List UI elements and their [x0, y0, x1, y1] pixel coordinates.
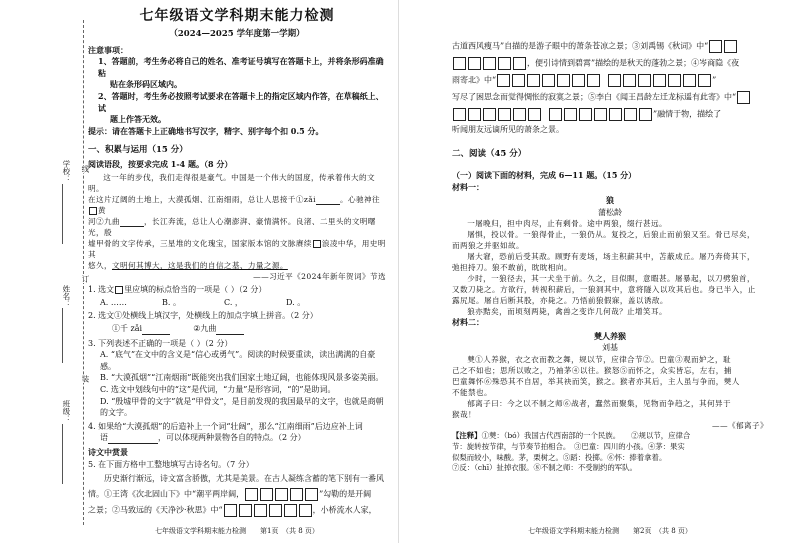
q1-options [88, 297, 386, 309]
blank-line [108, 434, 158, 444]
material-1-author: 蒲松龄 [598, 207, 622, 217]
answer-box [245, 488, 258, 501]
answer-box [587, 74, 600, 87]
passage-line-2a: 在这片辽阔的土地上，大漠孤烟、江南细雨，总让人思接千 [88, 195, 296, 205]
passage-line-1: 这一年的步伐，我们走得很是豪气。中国是一个伟大的国度，传承着伟大的文明。 [88, 173, 375, 194]
answer-box [683, 74, 696, 87]
class-label: 班级： [61, 400, 71, 423]
q5-p2a: 情。①王湾《次北固山下》中“潮平两岸阔， [88, 489, 245, 499]
note-1b: 贴在条形码区域内。 [110, 79, 182, 90]
answer-box [275, 488, 288, 501]
q2-b: ②九曲 [193, 324, 217, 334]
answer-box [269, 504, 282, 517]
q3-option-b: B. “大漠孤烟”“江南烟雨”既能突出我们国家土地辽阔，也能体现风景多姿美丽。 [100, 373, 384, 383]
blank-line [316, 195, 340, 205]
answer-box [254, 504, 267, 517]
notes-label: 【注释】 [452, 431, 482, 441]
m2-source: ——《郁离子》 [712, 421, 768, 431]
q3-option-c: C. 选文中划线句中的“这”是代词，“力量”是形容词，“的”是助词。 [100, 385, 336, 395]
binding-mark-zhuang: 装 [80, 375, 90, 383]
answer-box [639, 108, 652, 121]
material-1-label: 材料一： [452, 181, 484, 192]
note-1a: 1、答题前，考生务必将自己的姓名、准考证号填写在答题卡上，并将条形码准确粘 [98, 56, 384, 78]
material-2-author: 刘基 [602, 343, 618, 353]
q1-text-a: 1. 选文 [88, 285, 115, 295]
name-line [62, 308, 63, 363]
punct-box [313, 240, 321, 248]
passage-line-4a: 墟甲骨的文字传承，三星堆的文化瑰宝，国家版本馆的文脉赓续 [88, 239, 312, 249]
m2-line: 不能禁也。 [452, 388, 492, 398]
question-4c: ，可以体现两种景物各自的特点。（2 分） [158, 433, 306, 443]
q3-option-d2: 的文字。 [100, 408, 132, 418]
answer-box [549, 108, 562, 121]
answer-box [542, 74, 555, 87]
m1-line: 狼亦黠矣，而顷刻两毙，禽兽之变诈几何哉？止增笑耳。 [467, 307, 668, 317]
m1-line: 露尻尾。屠自后断其股，亦毙之。乃悟前狼假寐，盖以诱敌。 [452, 296, 668, 306]
q3-option-a: A. “底气”在文中的含义是“信心或勇气”。阅读的时候要重读，读出满满的自豪感。 [100, 350, 376, 371]
annotation-notes [452, 431, 768, 474]
m2-line: 己之不如也；思所以败之，乃袖茅④以往。猴怒⑤而怀之，众实皆忘，左右，捕 [452, 366, 732, 376]
passage-underlined: 文明何其博大，这是我们的自信之基、力量之源。 [111, 261, 288, 271]
answer-box [497, 74, 510, 87]
answer-box [453, 108, 466, 121]
passage-line-5a: 悠久， [88, 261, 112, 271]
answer-box [468, 108, 481, 121]
q1-option-d: D. 。 [286, 297, 306, 307]
m2-line: 巴童舞怀⑥殊恐其不自居，举其袂而笑，猴之。猴者亦其后，主人虽与争而， [452, 377, 724, 387]
r-line-1 [452, 40, 768, 53]
answer-box [468, 57, 481, 70]
m2-line: 郁离子曰：今之以不制之师⑥战者，蠢然而聚集，见物而争趋之，其何异于 [467, 399, 731, 409]
material-1-title: 狼 [606, 195, 614, 206]
note-line: 节：旋转按节律，与节奏节拍相合。 ③巴童：四川的小孩。④茅：果实 [452, 441, 685, 451]
r3-close: ” [712, 75, 717, 85]
r-line-3 [452, 74, 768, 87]
school-line [62, 184, 63, 244]
answer-box [594, 108, 607, 121]
m1-line: 一屠晚归，担中肉尽，止有剩骨。途中两狼，缀行甚远。 [467, 219, 668, 229]
section-1-heading: 一、积累与运用（15 分） [88, 145, 188, 156]
r5-text: ”融情于物，描绘了 [653, 109, 722, 119]
r3-text: 雨寄北》中“ [452, 75, 497, 85]
m2-line: 僰人 [723, 377, 740, 387]
note-2b: 题上作答无效。 [110, 114, 166, 125]
passage-line-3b: ，长江奔流，总让人心潮澎湃、豪情满怀。良渚、二里头的文明曙光，殷 [88, 217, 376, 238]
r-line-5 [452, 108, 768, 121]
question-5: 5. 在下面方格中工整地填写古诗名句。（7 分） [88, 459, 254, 469]
answer-box [698, 74, 711, 87]
answer-box [513, 57, 526, 70]
poem-heading: 诗文中赏景 [88, 446, 128, 457]
name-label: 姓名： [61, 285, 71, 308]
q1-option-c: C. ， [224, 297, 243, 307]
q3-option-d1: D. “殷墟甲骨的文字”就是“甲骨文”，是目前发现的我国最早的文字，也就是商朝 [100, 396, 384, 406]
right-page [452, 40, 768, 474]
answer-box [527, 74, 540, 87]
material-2-title: 僰人养猴 [594, 330, 626, 341]
r4-text: 写尽了困思念而觉得惆怅的寂寞之景；⑤李白《闻王昌龄左迁龙标遥有此寄》中“ [452, 92, 737, 102]
r-line-2 [452, 57, 768, 70]
school-label: 学校： [61, 160, 71, 183]
q2-a: ①千 zǎi [112, 324, 143, 334]
q2-answers [88, 323, 386, 335]
m2-line: 猴哉！ [452, 410, 476, 420]
m2-line: 僰①人养猴，衣之衣而教之舞，规以节，应律合节②。巴童③观而妒之，耻 [467, 355, 731, 365]
passage-line-2b: 。心驰神往 [340, 195, 380, 205]
answer-box [737, 91, 750, 104]
exam-title: 七年级语文学科期末能力检测 [139, 8, 335, 24]
section-2-heading: 二、阅读（45 分） [452, 148, 527, 159]
q5-p2b: ”勾勒的是开阔 [319, 489, 372, 499]
reading-intro: 阅读语段，按要求完成 1-4 题。（8 分） [88, 158, 233, 169]
m1-line: 又数刀毙之。方欲行，转视积薪后，一狼洞其中，意将隧入以攻其后也。身已半入，止 [452, 285, 756, 295]
passage-source: ——习近平《2024年新年贺词》节选 [253, 272, 386, 282]
answer-box [290, 488, 303, 501]
q5-p3b: ，小桥流水人家， [312, 505, 377, 515]
answer-box [724, 40, 737, 53]
answer-box [557, 74, 570, 87]
material-2-label: 材料二： [452, 317, 484, 328]
q1-option-b: B. 。 [162, 297, 181, 307]
r-line-4 [452, 91, 768, 104]
answer-box [624, 108, 637, 121]
punct-box [115, 286, 123, 294]
m1-line: 而两狼之并驱如故。 [452, 241, 524, 251]
r1-text: 古道西风瘦马”自描的是游子眼中的萧条苍凉之景；③刘禹锡《秋词》中“ [452, 41, 709, 51]
answer-box [608, 74, 621, 87]
question-4a: 4. 如果给“大漠孤烟”的后造补上一个词“壮阔”，那么“江南细雨”后边应补上词 [88, 421, 363, 431]
q5-p3a: 之景；②马致远的《天净沙·秋思》中“ [88, 505, 223, 515]
answer-box [653, 74, 666, 87]
answer-box [668, 74, 681, 87]
answer-box [709, 40, 722, 53]
answer-box [572, 74, 585, 87]
passage-blank-zai: ①zǎi [295, 195, 316, 205]
answer-box [498, 57, 511, 70]
question-4b: 语 [100, 433, 108, 443]
answer-box [224, 504, 237, 517]
answer-box [513, 108, 526, 121]
note-2a: 2、答题时，考生务必按照考试要求在答题卡上的指定区域内作答，在草稿纸上、试 [98, 90, 384, 113]
notes-heading: 注意事项： [88, 44, 128, 55]
passage-line-4b: 浪凌中华，用史明其 [88, 239, 386, 260]
answer-box [564, 108, 577, 121]
left-footer: 七年级语文学科期末能力检测 第1页 （共 8 页） [155, 527, 319, 535]
r6-text: 听闻朋友远谪所见的萧条之景。 [452, 125, 564, 134]
answer-box [579, 108, 592, 121]
r2-text: ，便引诗情到碧霄”描绘的是秋天的蓬勃之景；④岑商隐《夜 [527, 58, 740, 68]
m1-line: 屠惧，投以骨。一狼得骨止，一狼仍从。复投之，后狼止而前狼又至。骨已尽矣， [467, 230, 755, 240]
binding-dash-line [83, 20, 84, 525]
note-line: ①僰：（bó）我国古代西南部的一个民族。 ②规以节，应律合 [481, 431, 691, 441]
answer-box [512, 74, 525, 87]
answer-box [305, 488, 318, 501]
answer-box [498, 108, 511, 121]
right-footer: 七年级语文学科期末能力检测 第2页 （共 8 页） [528, 527, 692, 535]
answer-box [299, 504, 312, 517]
binding-mark-ding: 订 [80, 275, 90, 283]
answer-box [239, 504, 252, 517]
answer-box [483, 57, 496, 70]
note-line: ⑦反：（chī）扯掉衣服。⑧不制之师：不受制约的军队。 [452, 463, 637, 473]
left-page [88, 6, 386, 517]
m1-line: 弛担持刀。狼不敢前，眈眈相向。 [452, 263, 572, 273]
m1-line: 少时，一狼径去，其一犬坐于前。久之，目似瞑，意暇甚。屠暴起，以刀劈狼首， [467, 274, 755, 284]
answer-box [528, 108, 541, 121]
page-divider [398, 0, 399, 543]
blank-line [120, 217, 144, 227]
q5-line-2 [88, 488, 386, 501]
punct-box [89, 207, 97, 215]
answer-box [453, 57, 466, 70]
section-2-1-heading: （一）阅读下面的材料，完成 6—11 题。（15 分） [452, 169, 637, 180]
answer-box [623, 74, 636, 87]
q5-paragraph-1: 历史渐行渐远，诗文富含骄傲，尤其是美景。在古人凝练含蓄的笔下别有一番风 [104, 474, 384, 484]
answer-box [260, 488, 273, 501]
answer-box [284, 504, 297, 517]
question-2: 2. 选文①处横线上填汉字，处横线上的加点字填上拼音。（2 分） [88, 311, 318, 321]
blank-line [216, 325, 244, 335]
q1-option-a: A. …… [100, 297, 127, 307]
question-1 [88, 284, 386, 296]
q5-line-3 [88, 504, 386, 517]
passage: 这一年的步伐，我们走得很是豪气。中国是一个伟大的国度，传承着伟大的文明。 在这片辽阔的土地上，大漠孤烟、江南细雨，总让人思接千①zǎi 。心驰神往黄 河②九曲 ，长江奔流，总让人心潮澎湃、豪情满怀。良渚、二里头的文明曙光，殷 墟甲骨的文字传承，三星堆的文化瑰宝，国家版本馆的文脉赓续 浪凌中华，用史明其 悠久，文明何其博大，这是我们的自信之基、力量之源。 ——习近平《2024年新年贺词》节选 [88, 173, 386, 282]
answer-box [483, 108, 496, 121]
passage-line-3a: 河②九曲 [88, 217, 120, 227]
blank-line [142, 325, 170, 335]
note-3: 提示：请在答题卡上正确地书写汉字，精字、别字每个扣 0.5 分。 [88, 125, 324, 136]
answer-box [609, 108, 622, 121]
q1-text-b: 里应填的标点恰当的一项是（ ）（2 分） [124, 285, 267, 295]
class-line [62, 424, 63, 484]
question-3: 3. 下列表述不正确的一项是（ ）（2 分） [88, 338, 233, 348]
binding-mark-line: 线 [80, 165, 90, 173]
exam-subtitle: （2024—2025 学年度第一学期） [169, 29, 305, 40]
note-line: 似梨而较小，味酸。茅，栗树之。⑤蹈：投掷。⑥怀：捧着拿着。 [452, 452, 667, 462]
m1-line: 屠大窘，恐前后受其敌。顾野有麦场，场主积薪其中，苫蔽成丘。屠乃奔倚其下， [467, 252, 755, 262]
answer-box [638, 74, 651, 87]
